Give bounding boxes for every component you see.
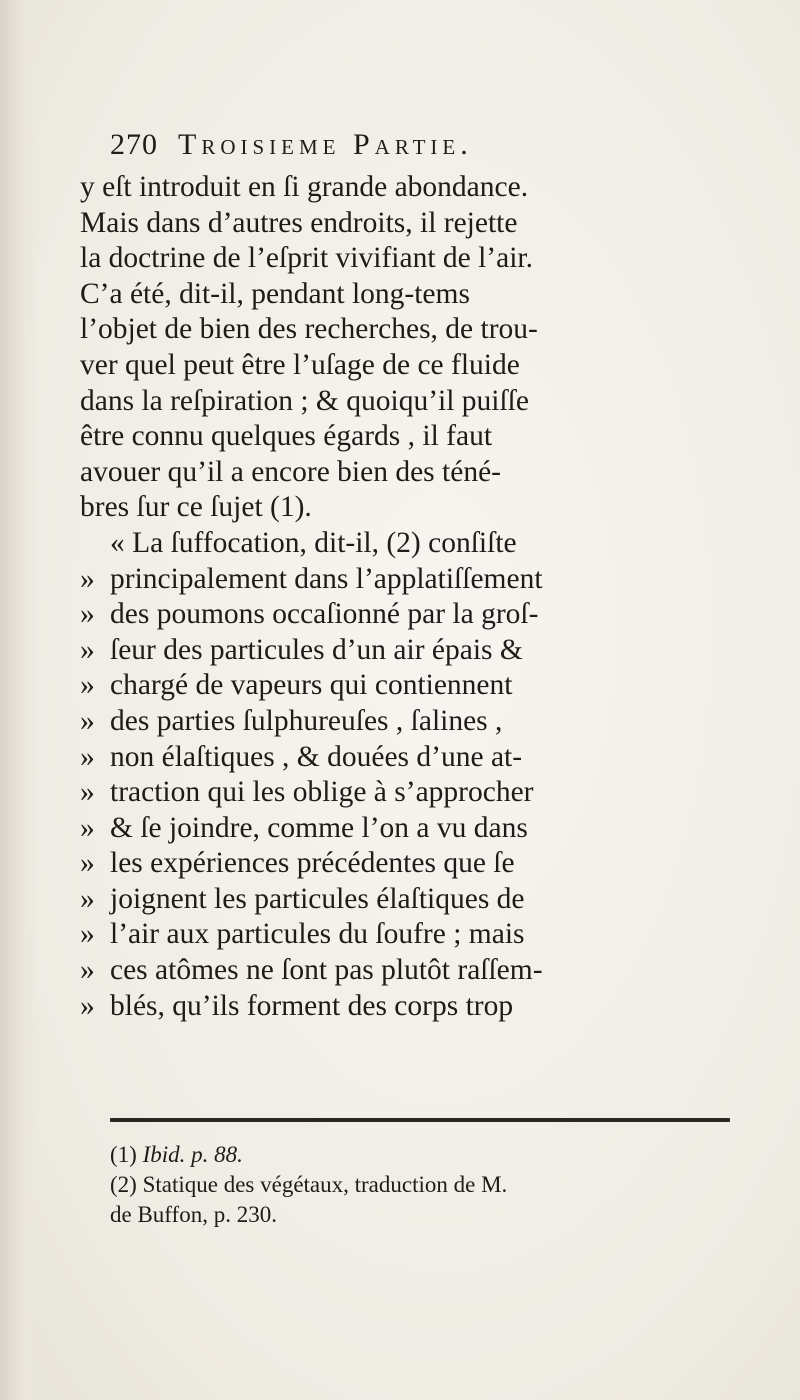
quote-marker: »: [80, 811, 95, 844]
text-line-content: la doctrine de l’eſprit vivifiant de l’air.: [80, 242, 533, 275]
page-number: 270: [110, 128, 158, 161]
footnote-2-line-2: de Buffon, p. 230.: [110, 1202, 277, 1227]
footnote-1-page: p. 88.: [191, 1142, 243, 1167]
body-text: [80, 170, 730, 1024]
footnote-rule: [110, 1118, 730, 1122]
text-line: [80, 882, 730, 918]
quote-marker: »: [80, 633, 95, 666]
text-line-content: Mais dans d’autres endroits, il rejette: [80, 206, 518, 239]
text-line: [80, 490, 730, 526]
text-line: [80, 633, 730, 669]
page-gutter: [0, 0, 40, 1400]
quote-marker: »: [80, 989, 95, 1022]
text-line: [80, 917, 730, 953]
text-line-content: ſeur des particules d’un air épais &: [110, 633, 523, 666]
text-line: [80, 775, 730, 811]
text-line-content: traction qui les oblige à s’approcher: [110, 776, 534, 809]
text-line-content: blés, qu’ils forment des corps trop: [110, 989, 514, 1022]
text-line-content: joignent les particules élaſtiques de: [110, 882, 525, 915]
text-line: [80, 241, 730, 277]
text-line: [80, 811, 730, 847]
text-line: [80, 704, 730, 740]
quote-marker: »: [80, 776, 95, 809]
text-line: [80, 455, 730, 491]
text-line: [80, 277, 730, 313]
running-header: [110, 128, 730, 168]
footnote-2-line-1: (2) Statique des végétaux, traduction de M.: [110, 1172, 508, 1197]
text-line: [80, 597, 730, 633]
text-line: [80, 419, 730, 455]
text-line-content: y eſt introduit en ſi grande abondance.: [80, 171, 529, 203]
text-line-content: bres ſur ce ſujet (1).: [80, 491, 312, 524]
quote-marker: »: [80, 740, 95, 773]
text-line: [80, 846, 730, 882]
text-line: [80, 170, 730, 206]
text-line-content: « La ſuffocation, dit-il, (2) conſiſte: [110, 526, 517, 559]
text-line: [80, 668, 730, 704]
footnote-1: [110, 1140, 730, 1170]
quote-marker: »: [80, 954, 95, 987]
text-line: [80, 562, 730, 598]
text-line: [80, 526, 730, 562]
text-line-content: C’a été, dit-il, pendant long-tems: [80, 277, 470, 310]
text-line-content: des parties ſulphureuſes , ſalines ,: [110, 704, 503, 737]
quote-marker: »: [80, 598, 95, 631]
text-line: [80, 953, 730, 989]
quote-marker: »: [80, 562, 95, 595]
text-line: [80, 206, 730, 242]
text-line-content: ces atômes ne ſont pas plutôt raſſem-: [110, 954, 543, 987]
footnotes: [110, 1140, 730, 1230]
quote-marker: »: [80, 882, 95, 915]
quote-marker: »: [80, 704, 95, 737]
text-line: [80, 384, 730, 420]
running-head-title: Troisieme Partie.: [178, 128, 473, 161]
text-line-content: avouer qu’il a encore bien des téné-: [80, 455, 501, 488]
text-line-content: principalement dans l’applatiſſement: [110, 562, 543, 595]
quote-marker: »: [80, 847, 95, 880]
text-line-content: non élaſtiques , & douées d’une at-: [110, 740, 523, 773]
text-line: [80, 989, 730, 1025]
footnote-1-ref: Ibid.: [142, 1142, 186, 1167]
text-line-content: l’objet de bien des recherches, de trou-: [80, 313, 538, 346]
text-line-content: ver quel peut être l’uſage de ce fluide: [80, 348, 520, 381]
quote-marker: »: [80, 918, 95, 951]
text-line-content: des poumons occaſionné par la groſ-: [110, 598, 539, 631]
text-line-content: chargé de vapeurs qui contiennent: [110, 669, 513, 702]
text-line-content: & ſe joindre, comme l’on a vu dans: [110, 811, 528, 844]
quote-marker: »: [80, 669, 95, 702]
text-line-content: dans la reſpiration ; & quoiqu’il puiſſe: [80, 384, 529, 417]
text-line-content: l’air aux particules du ſoufre ; mais: [110, 918, 525, 951]
text-line-content: les expériences précédentes que ſe: [110, 847, 515, 880]
text-line: [80, 740, 730, 776]
footnote-1-label: (1): [110, 1142, 137, 1167]
text-line: [80, 312, 730, 348]
text-line-content: être connu quelques égards , il faut: [80, 420, 493, 453]
text-line: [80, 348, 730, 384]
